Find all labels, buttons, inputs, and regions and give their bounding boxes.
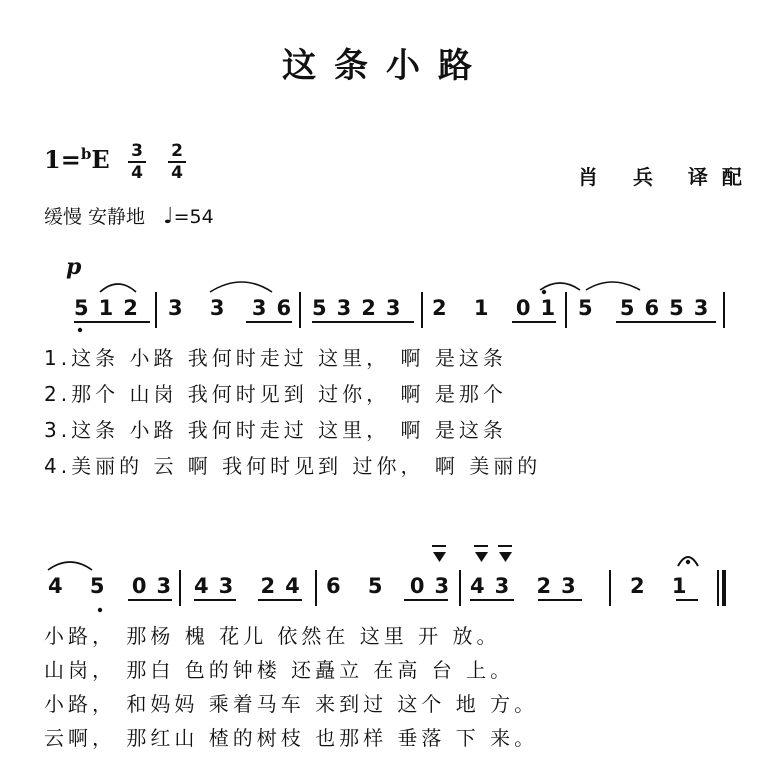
lyrics-verse-1-line-1: 1.这条 小路 我何时走过 这里， 啊 是这条	[44, 346, 507, 370]
key-signature: 1=$^b$E	[44, 145, 110, 174]
lyrics-verse-3-line-1: 3.这条 小路 我何时走过 这里， 啊 是这条	[44, 418, 507, 442]
accent-mark	[433, 552, 446, 562]
dynamic-marking: p	[66, 254, 82, 280]
time-signature-2-4: 2 4	[168, 142, 186, 182]
song-title: 这条小路	[282, 46, 490, 86]
lyrics-verse-4-line-1: 4.美丽的 云 啊 我何时见到 过你， 啊 美丽的	[44, 454, 542, 478]
measure-2-4: 43 23	[470, 574, 586, 598]
slur	[540, 283, 580, 290]
measure-2-1: 4 5 03	[48, 574, 182, 598]
measure-2-3: 6 5 03	[326, 574, 460, 598]
lyrics-verse-3-line-2: 小路， 和妈妈 乘着马车 来到过 这个 地 方。	[44, 692, 539, 716]
octave-dot	[98, 608, 102, 612]
measure-1-4: 2 1 01	[432, 296, 566, 320]
measure-2-2: 43 24	[194, 574, 310, 598]
slur	[210, 282, 272, 292]
arranger-credit: 肖 兵 译配	[578, 165, 756, 189]
slur	[586, 282, 640, 290]
slur	[100, 284, 136, 292]
measure-1-3: 5323	[312, 296, 411, 320]
tempo-marking: 缓慢 安静地 ♩=54	[44, 204, 214, 229]
lyrics-verse-1-line-2: 小路， 那杨 槐 花儿 依然在 这里 开 放。	[44, 624, 501, 648]
measure-1-5: 5 5653	[578, 296, 719, 320]
accent-mark	[499, 552, 512, 562]
quarter-note-icon: ♩	[163, 204, 174, 229]
lyrics-verse-2-line-2: 山岗， 那白 色的钟楼 还矗立 在高 台 上。	[44, 658, 515, 682]
measure-2-5: 2 1	[630, 574, 697, 598]
time-signature-3-4: 3 4	[128, 142, 146, 182]
lyrics-verse-4-line-2: 云啊， 那红山 楂的树枝 也那样 垂落 下 来。	[44, 726, 539, 750]
lyrics-verse-2-line-1: 2.那个 山岗 我何时见到 过你， 啊 是那个	[44, 382, 507, 406]
octave-dot	[542, 290, 546, 294]
measure-1-1: 512	[74, 296, 148, 320]
slur	[48, 562, 92, 570]
measure-1-2: 3 3 36	[168, 296, 302, 320]
accent-mark	[475, 552, 488, 562]
octave-dot	[78, 328, 82, 332]
